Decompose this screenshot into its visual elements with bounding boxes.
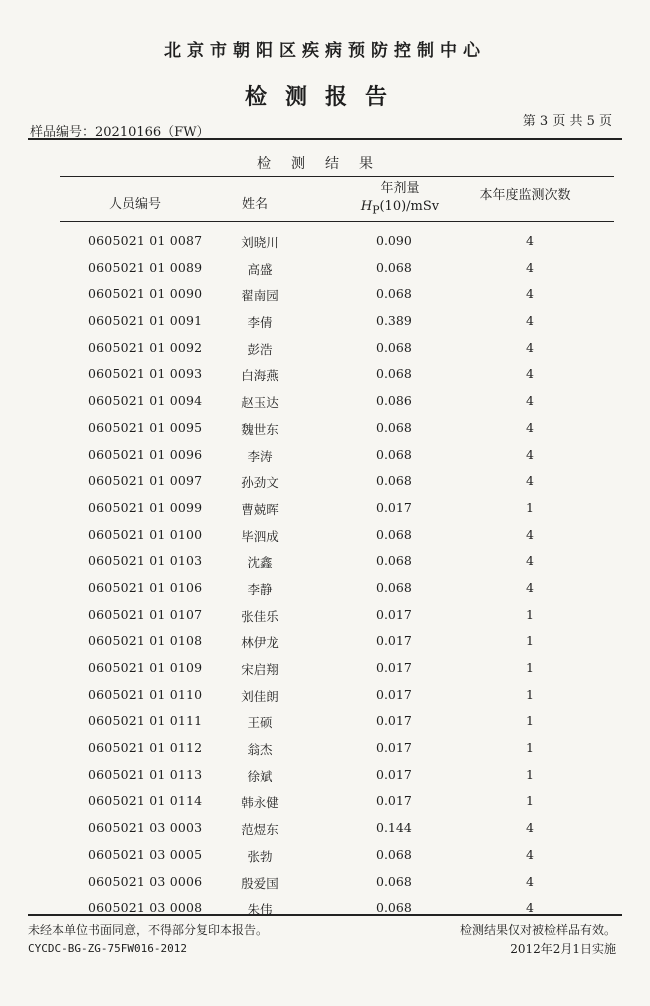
table-row <box>60 655 620 682</box>
annual-dose-cell: 0.144 <box>376 820 412 836</box>
person-id-cell: 0605021 01 0093 <box>88 366 203 382</box>
table-row <box>60 788 620 815</box>
annual-dose-cell: 0.090 <box>376 233 412 248</box>
monitor-count-cell: 4 <box>526 233 534 248</box>
monitor-count-cell: 4 <box>526 820 534 836</box>
monitor-count-cell: 1 <box>526 606 534 622</box>
person-id-cell: 0605021 01 0111 <box>88 713 203 729</box>
column-header-id: 人员编号 <box>108 197 161 212</box>
annual-dose-cell: 0.017 <box>376 740 412 756</box>
annual-dose-cell: 0.068 <box>376 473 412 489</box>
person-name-cell: 张勃 <box>247 848 273 864</box>
person-name-cell: 孙劲文 <box>241 475 279 491</box>
monitor-count-cell: 1 <box>526 499 534 515</box>
annual-dose-cell: 0.068 <box>376 446 412 462</box>
person-id-cell: 0605021 01 0099 <box>88 499 203 515</box>
person-id-cell: 0605021 01 0096 <box>88 446 203 462</box>
table-row <box>60 628 620 655</box>
person-id-cell: 0605021 01 0087 <box>88 233 203 248</box>
monitor-count-cell: 1 <box>526 633 534 649</box>
annual-dose-cell: 0.068 <box>376 900 412 916</box>
dose-header-line1: 年剂量 <box>380 181 420 196</box>
person-id-cell: 0605021 01 0110 <box>88 686 203 702</box>
monitor-count-cell: 1 <box>526 766 534 782</box>
dose-header-line2 <box>340 198 460 220</box>
person-name-cell: 沈鑫 <box>247 555 273 571</box>
hp-subscript: P <box>372 203 380 217</box>
copy-notice: 未经本单位书面同意，不得部分复印本报告。 <box>28 923 269 937</box>
person-name-cell: 王硕 <box>247 715 273 731</box>
person-name-cell: 翁杰 <box>247 742 273 758</box>
table-row <box>60 388 620 415</box>
header-divider <box>28 138 622 140</box>
person-name-cell: 李静 <box>247 581 273 597</box>
table-row <box>60 548 620 575</box>
effective-date: 2012年2月1日实施 <box>510 942 616 956</box>
column-header-dose <box>340 180 460 220</box>
person-id-cell: 0605021 01 0107 <box>88 606 203 622</box>
person-id-cell: 0605021 01 0100 <box>88 526 203 542</box>
monitor-count-cell: 4 <box>526 526 534 542</box>
person-name-cell: 赵玉达 <box>241 395 279 411</box>
annual-dose-cell: 0.068 <box>376 579 412 595</box>
person-id-cell: 0605021 01 0095 <box>88 419 203 435</box>
person-name-cell: 刘晓川 <box>241 235 279 250</box>
table-row <box>60 255 620 282</box>
monitor-count-cell: 4 <box>526 339 534 355</box>
person-id-cell: 0605021 01 0090 <box>88 286 203 302</box>
table-row <box>60 308 620 335</box>
person-id-cell: 0605021 01 0112 <box>88 740 203 756</box>
table-row <box>60 495 620 522</box>
table-row <box>60 842 620 869</box>
annual-dose-cell: 0.068 <box>376 339 412 355</box>
monitor-count-cell: 4 <box>526 473 534 489</box>
annual-dose-cell: 0.068 <box>376 259 412 275</box>
monitor-count-cell: 4 <box>526 259 534 275</box>
table-row <box>60 335 620 362</box>
annual-dose-cell: 0.017 <box>376 606 412 622</box>
table-row <box>60 815 620 842</box>
person-name-cell: 刘佳朗 <box>241 688 279 704</box>
sample-number: 样品编号：20210166（FW） <box>30 125 210 140</box>
person-id-cell: 0605021 01 0113 <box>88 766 203 782</box>
column-header-count: 本年度监测次数 <box>479 188 571 203</box>
annual-dose-cell: 0.017 <box>376 660 412 675</box>
annual-dose-cell: 0.017 <box>376 793 412 809</box>
monitor-count-cell: 4 <box>526 873 534 889</box>
person-name-cell: 翟南园 <box>241 288 279 304</box>
annual-dose-cell: 0.068 <box>376 526 412 542</box>
footer-divider <box>28 914 622 916</box>
annual-dose-cell: 0.017 <box>376 499 412 515</box>
monitor-count-cell: 1 <box>526 713 534 729</box>
person-id-cell: 0605021 03 0006 <box>88 873 203 889</box>
person-name-cell: 毕泗成 <box>241 528 279 544</box>
person-name-cell: 宋启翔 <box>241 662 279 677</box>
person-id-cell: 0605021 03 0008 <box>88 900 203 916</box>
table-row <box>60 415 620 442</box>
person-name-cell: 韩永健 <box>241 795 279 811</box>
section-title: 检测结果 <box>257 156 393 172</box>
person-id-cell: 0605021 01 0103 <box>88 553 203 569</box>
person-id-cell: 0605021 01 0089 <box>88 259 203 275</box>
monitor-count-cell: 1 <box>526 740 534 756</box>
monitor-count-cell: 4 <box>526 900 534 916</box>
annual-dose-cell: 0.068 <box>376 366 412 382</box>
monitor-count-cell: 1 <box>526 660 534 675</box>
person-name-cell: 彭浩 <box>247 341 273 357</box>
person-name-cell: 徐斌 <box>247 768 273 784</box>
monitor-count-cell: 4 <box>526 393 534 409</box>
table-row <box>60 682 620 709</box>
table-row <box>60 708 620 735</box>
annual-dose-cell: 0.068 <box>376 286 412 302</box>
table-row <box>60 442 620 469</box>
person-id-cell: 0605021 03 0003 <box>88 820 203 836</box>
table-row <box>60 735 620 762</box>
annual-dose-cell: 0.017 <box>376 713 412 729</box>
annual-dose-cell: 0.068 <box>376 553 412 569</box>
person-name-cell: 张佳乐 <box>241 608 279 624</box>
result-table-body <box>60 228 620 922</box>
monitor-count-cell: 1 <box>526 793 534 809</box>
document-code: CYCDC-BG-ZG-75FW016-2012 <box>28 942 187 955</box>
table-row <box>60 762 620 789</box>
monitor-count-cell: 4 <box>526 419 534 435</box>
person-name-cell: 朱伟 <box>247 902 273 918</box>
table-row <box>60 895 620 922</box>
table-top-rule <box>60 176 614 177</box>
monitor-count-cell: 1 <box>526 686 534 702</box>
table-row <box>60 281 620 308</box>
person-name-cell: 范煜东 <box>241 822 279 838</box>
organization-name: 北京市朝阳区疾病预防控制中心 <box>164 41 486 61</box>
validity-notice: 检测结果仅对被检样品有效。 <box>459 923 616 937</box>
person-name-cell: 李倩 <box>247 315 273 331</box>
monitor-count-cell: 4 <box>526 846 534 862</box>
monitor-count-cell: 4 <box>526 313 534 329</box>
person-id-cell: 0605021 01 0106 <box>88 579 203 595</box>
person-name-cell: 曹兢晖 <box>241 501 279 517</box>
person-name-cell: 殷爱国 <box>241 875 279 891</box>
annual-dose-cell: 0.068 <box>376 846 412 862</box>
person-id-cell: 0605021 01 0091 <box>88 313 203 329</box>
person-name-cell: 高盛 <box>247 261 273 277</box>
table-row <box>60 228 620 255</box>
table-row <box>60 468 620 495</box>
column-header-name: 姓名 <box>241 197 268 212</box>
monitor-count-cell: 4 <box>526 286 534 302</box>
monitor-count-cell: 4 <box>526 446 534 462</box>
person-id-cell: 0605021 01 0108 <box>88 633 203 649</box>
person-id-cell: 0605021 01 0092 <box>88 339 203 355</box>
annual-dose-cell: 0.389 <box>376 313 412 329</box>
table-row <box>60 602 620 629</box>
monitor-count-cell: 4 <box>526 366 534 382</box>
annual-dose-cell: 0.068 <box>376 419 412 435</box>
person-name-cell: 李涛 <box>247 448 273 464</box>
monitor-count-cell: 4 <box>526 553 534 569</box>
dose-unit: (10)/mSv <box>379 199 440 214</box>
page-info: 第 3 页 共 5 页 <box>522 114 612 129</box>
person-name-cell: 魏世东 <box>241 421 279 437</box>
table-row <box>60 869 620 896</box>
annual-dose-cell: 0.068 <box>376 873 412 889</box>
person-name-cell: 林伊龙 <box>241 635 279 651</box>
table-row <box>60 361 620 388</box>
report-title: 检测报告 <box>244 85 405 110</box>
annual-dose-cell: 0.017 <box>376 633 412 649</box>
annual-dose-cell: 0.017 <box>376 686 412 702</box>
table-header-rule <box>60 221 614 222</box>
annual-dose-cell: 0.086 <box>376 393 412 409</box>
person-id-cell: 0605021 03 0005 <box>88 846 203 862</box>
person-id-cell: 0605021 01 0094 <box>88 393 203 409</box>
monitor-count-cell: 4 <box>526 579 534 595</box>
annual-dose-cell: 0.017 <box>376 766 412 782</box>
person-id-cell: 0605021 01 0097 <box>88 473 203 489</box>
table-row <box>60 575 620 602</box>
hp-symbol: H <box>360 199 373 214</box>
person-id-cell: 0605021 01 0114 <box>88 793 203 809</box>
person-name-cell: 白海燕 <box>241 368 279 384</box>
table-row <box>60 522 620 549</box>
person-id-cell: 0605021 01 0109 <box>88 660 203 675</box>
